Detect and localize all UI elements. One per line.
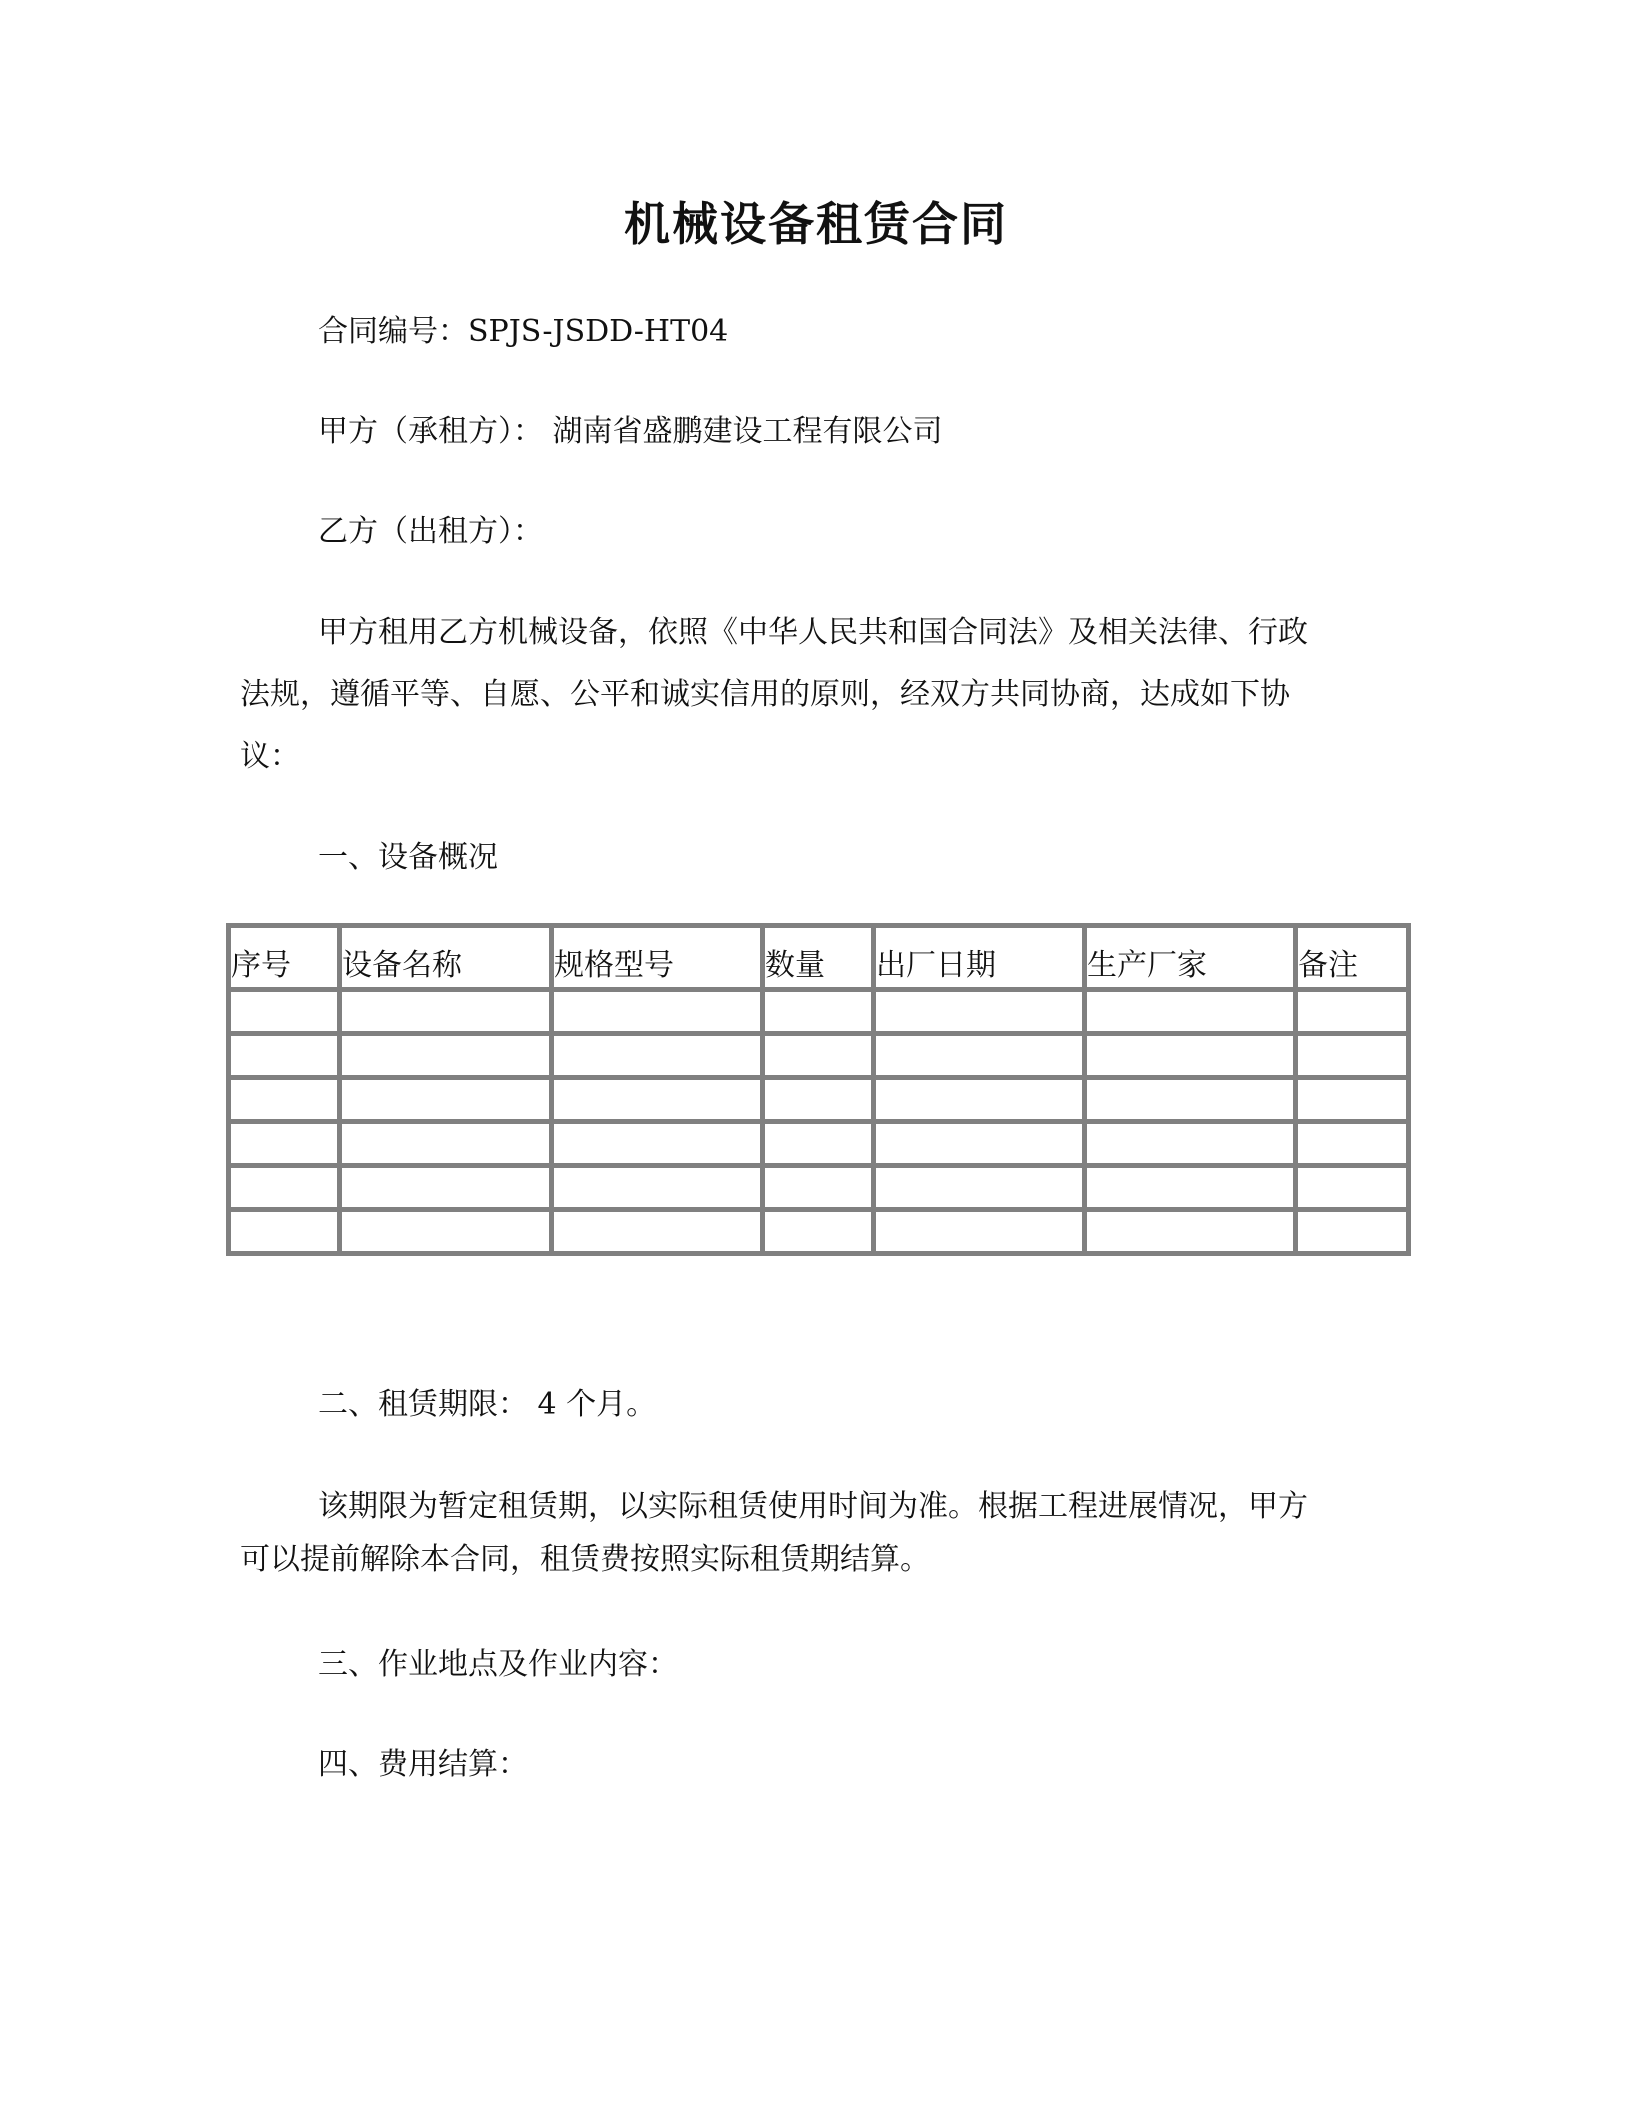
table-row	[229, 1034, 1409, 1078]
contract-number: 合同编号：SPJS-JSDD-HT04	[318, 314, 729, 349]
table-cell	[229, 1166, 340, 1210]
table-cell	[1296, 1122, 1409, 1166]
intro-line-1: 甲方租用乙方机械设备，依照《中华人民共和国合同法》及相关法律、行政	[318, 615, 1308, 650]
table-cell	[874, 1034, 1085, 1078]
table-cell	[763, 1166, 874, 1210]
document-title: 机械设备租赁合同	[624, 197, 1008, 251]
table-row	[229, 1078, 1409, 1122]
table-cell	[763, 1210, 874, 1254]
table-cell	[552, 1166, 763, 1210]
table-row	[229, 1122, 1409, 1166]
section-2-heading: 二、租赁期限： 4 个月。	[318, 1387, 657, 1422]
table-cell	[1085, 1166, 1296, 1210]
table-cell	[1296, 990, 1409, 1034]
table-cell	[229, 1034, 340, 1078]
table-cell	[552, 990, 763, 1034]
table-cell	[874, 1078, 1085, 1122]
table-cell	[1085, 990, 1296, 1034]
table-cell	[1085, 1078, 1296, 1122]
section-1-heading: 一、设备概况	[318, 840, 498, 875]
table-cell	[340, 1034, 552, 1078]
party-b: 乙方（出租方）：	[318, 514, 543, 549]
table-cell	[763, 1122, 874, 1166]
table-cell	[340, 1078, 552, 1122]
table-cell	[552, 1034, 763, 1078]
equipment-table	[226, 923, 1411, 1256]
section-4-heading: 四、费用结算：	[318, 1747, 528, 1782]
table-cell	[1296, 1210, 1409, 1254]
table-row	[229, 1210, 1409, 1254]
party-a: 甲方（承租方）： 湖南省盛鹏建设工程有限公司	[318, 414, 943, 449]
col-header-qty: 数量	[763, 926, 874, 990]
table-cell	[552, 1122, 763, 1166]
table-header-row	[229, 926, 1409, 990]
col-header-model: 规格型号	[552, 926, 763, 990]
table-cell	[229, 1122, 340, 1166]
table-cell	[340, 1210, 552, 1254]
section-2-line-2: 可以提前解除本合同，租赁费按照实际租赁期结算。	[240, 1542, 930, 1577]
table-cell	[229, 990, 340, 1034]
col-header-date: 出厂日期	[874, 926, 1085, 990]
table-cell	[1296, 1078, 1409, 1122]
table-cell	[1085, 1210, 1296, 1254]
table-cell	[1085, 1034, 1296, 1078]
col-header-name: 设备名称	[340, 926, 552, 990]
table-cell	[763, 990, 874, 1034]
table-cell	[1296, 1034, 1409, 1078]
table-cell	[1296, 1166, 1409, 1210]
table-cell	[340, 1122, 552, 1166]
table-cell	[874, 1210, 1085, 1254]
section-2-line-1: 该期限为暂定租赁期，以实际租赁使用时间为准。根据工程进展情况，甲方	[318, 1489, 1308, 1524]
table-cell	[874, 1166, 1085, 1210]
intro-line-2: 法规，遵循平等、自愿、公平和诚实信用的原则，经双方共同协商，达成如下协	[240, 677, 1290, 712]
table-cell	[874, 1122, 1085, 1166]
col-header-maker: 生产厂家	[1085, 926, 1296, 990]
intro-line-3: 议：	[240, 739, 300, 774]
table-cell	[552, 1210, 763, 1254]
section-3-heading: 三、作业地点及作业内容：	[318, 1647, 678, 1682]
table-cell	[552, 1078, 763, 1122]
table-cell	[340, 990, 552, 1034]
table-cell	[229, 1078, 340, 1122]
table-row	[229, 990, 1409, 1034]
table-cell	[229, 1210, 340, 1254]
table-cell	[340, 1166, 552, 1210]
table-row	[229, 1166, 1409, 1210]
col-header-remark: 备注	[1296, 926, 1409, 990]
col-header-no: 序号	[229, 926, 340, 990]
table-cell	[874, 990, 1085, 1034]
table-cell	[763, 1078, 874, 1122]
table-cell	[763, 1034, 874, 1078]
table-cell	[1085, 1122, 1296, 1166]
